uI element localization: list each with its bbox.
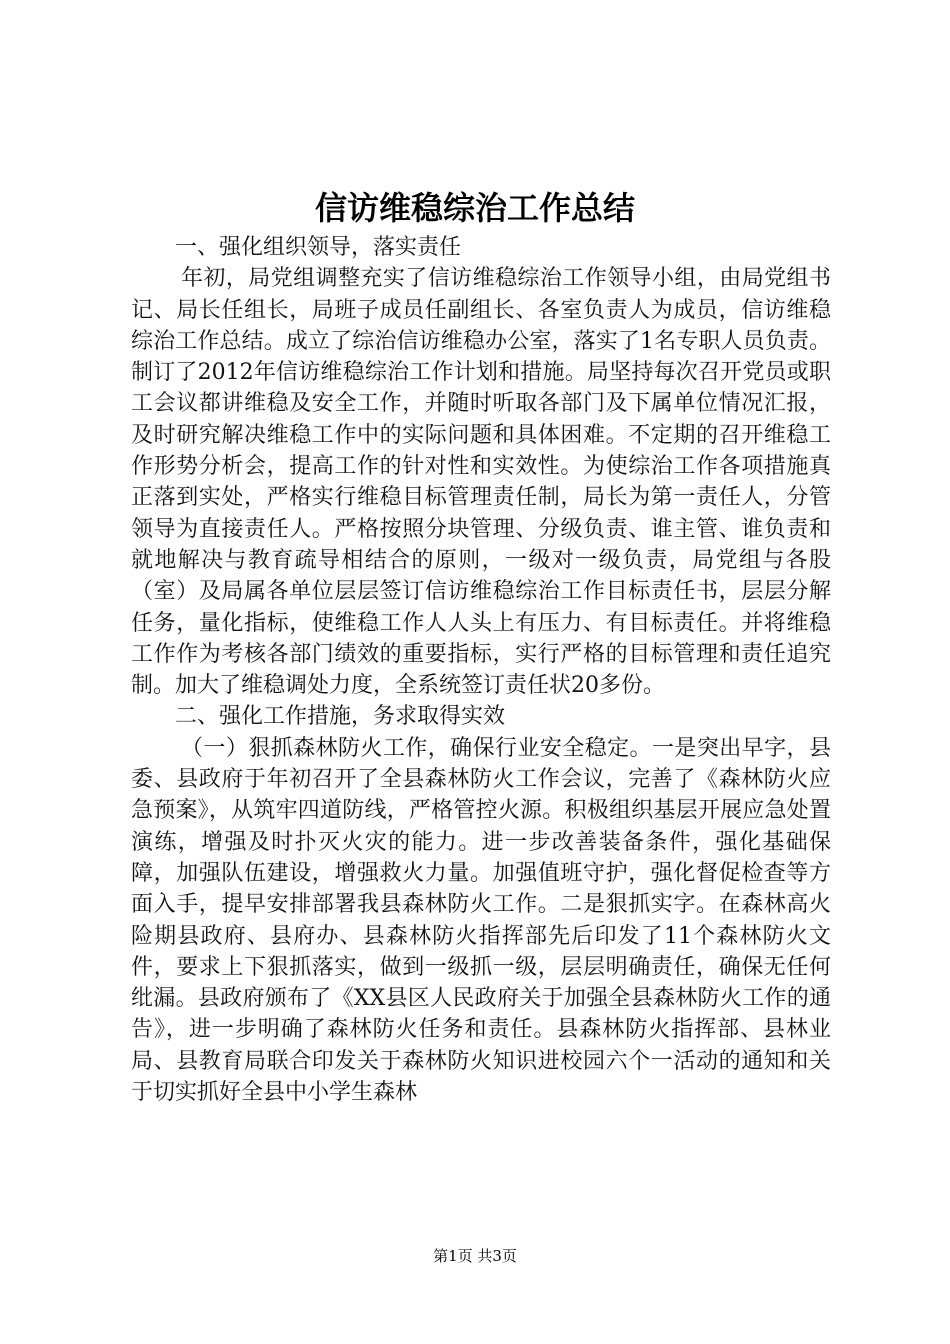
section-paragraph-1: 年初，局党组调整充实了信访维稳综治工作领导小组，由局党组书记、局长任组长，局班子成员任副组长、各室负责人为成员，信访维稳综治工作总结。成立了综治信访维稳办公室，落实了1名专职人员负责。制订了2012年信访维稳综治工作计划和措施。局坚持每次召开党员或职工会议都讲维稳及安全工作，并随时听取各部门及下属单位情况汇报，及时研究解决维稳工作中的实际问题和具体困难。不定期的召开维稳工作形势分析会，提高工作的针对性和实效性。为使综治工作各项措施真正落到实处，严格实行维稳目标管理责任制，局长为第一责任人，分管领导为直接责任人。严格按照分块管理、分级负责、谁主管、谁负责和就地解决与教育疏导相结合的原则，一级对一级负责，局党组与各股（室）及局属各单位层层签订信访维稳综治工作目标责任书，层层分解任务，量化指标，使维稳工作人人头上有压力、有目标责任。并将维稳工作作为考核各部门绩效的重要指标，实行严格的目标管理和责任追究制。加大了维稳调处力度，全系统签订责任状20多份。 [131,266,831,699]
document-body [131,232,831,1108]
page-number-footer: 第1页 共3页 [433,1247,517,1265]
section-heading-1: 一、强化组织领导，落实责任 [175,235,462,260]
section-heading-2: 二、强化工作措施，务求取得实效 [175,704,506,730]
section-paragraph-2: （一）狠抓森林防火工作，确保行业安全稳定。一是突出早字，县委、县政府于年初召开了全县森林防火工作会议，完善了《森林防火应急预案》，从筑牢四道防线，严格管控火源。积极组织基层开展应急处置演练，增强及时扑灭火灾的能力。进一步改善装备条件，强化基础保障，加强队伍建设，增强救火力量。加强值班守护，强化督促检查等方面入手，提早安排部署我县森林防火工作。二是狠抓实字。在森林高火险期县政府、县府办、县森林防火指挥部先后印发了11个森林防火文件，要求上下狠抓落实，做到一级抓一级，层层明确责任，确保无任何纰漏。县政府颁布了《XX县区人民政府关于加强全县森林防火工作的通告》，进一步明确了森林防火任务和责任。县森林防火指挥部、县林业局、县教育局联合印发关于森林防火知识进校园六个一活动的通知和关于切实抓好全县中小学生森林 [131,735,831,1106]
document-title: 信访维稳综治工作总结 [314,189,635,227]
